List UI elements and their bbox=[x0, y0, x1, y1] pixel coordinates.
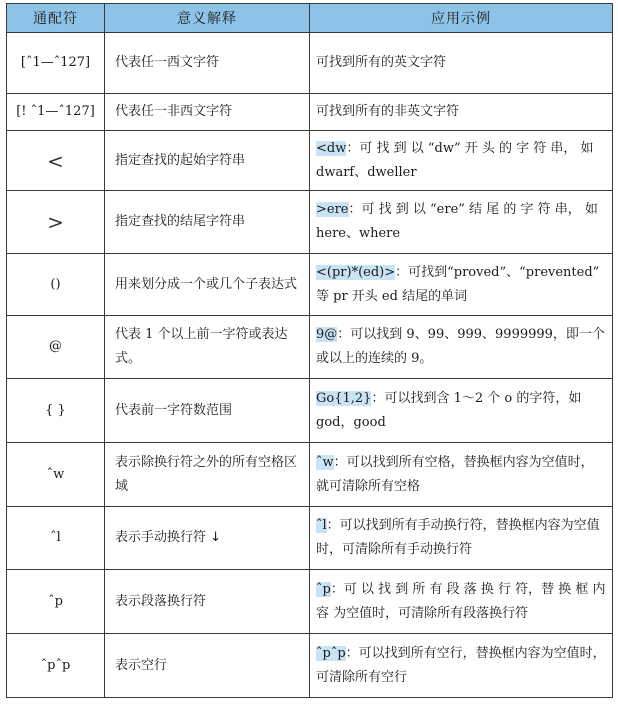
wildcard-example bbox=[310, 191, 613, 254]
example-highlight: <(pr)*(ed)> bbox=[316, 264, 396, 280]
table-row bbox=[7, 191, 613, 254]
example-highlight: 9@ bbox=[316, 327, 338, 342]
header-example: 应用示例 bbox=[310, 4, 613, 33]
wildcard-meaning bbox=[105, 507, 310, 570]
wildcard-example bbox=[310, 94, 613, 131]
wildcard-example bbox=[310, 570, 613, 634]
wildcard-symbol: ˆl bbox=[7, 507, 105, 570]
wildcard-symbol: ˆpˆp bbox=[7, 634, 105, 698]
example-text: 可找到所有的非英文字符 bbox=[316, 104, 460, 119]
example-text: ：可 找 到 以 “dw” 开 头 的 字 符 串， 如 dwarf、dweller bbox=[316, 140, 594, 180]
wildcard-meaning: 用来划分成一个或几个子表达式 bbox=[105, 254, 310, 316]
wildcard-meaning: 表示段落换行符 bbox=[105, 570, 310, 634]
example-text: ：可以找到含 1～2 个 o 的字符，如 god，good bbox=[316, 390, 582, 430]
wildcard-meaning: 代表任一非西文字符 bbox=[105, 94, 310, 131]
wildcard-example bbox=[310, 33, 613, 94]
example-text: ：可以找到所有空格，替换框内容为空值时，就可清除所有空格 bbox=[316, 454, 594, 494]
wildcard-symbol: > bbox=[7, 191, 105, 254]
table-row bbox=[7, 379, 613, 443]
wildcard-symbol: @ bbox=[7, 316, 105, 379]
wildcard-example bbox=[310, 634, 613, 698]
table-row bbox=[7, 94, 613, 131]
wildcard-example bbox=[310, 379, 613, 443]
wildcard-meaning: 表示空行 bbox=[105, 634, 310, 698]
header-wildcard: 通配符 bbox=[7, 4, 105, 33]
wildcard-symbol: [! ˆ1—ˆ127] bbox=[7, 94, 105, 131]
wildcard-meaning: 指定查找的起始字符串 bbox=[105, 131, 310, 191]
wildcard-example bbox=[310, 131, 613, 191]
table-row bbox=[7, 634, 613, 698]
wildcard-meaning: 代表前一字符数范围 bbox=[105, 379, 310, 443]
example-highlight: ˆp bbox=[316, 581, 331, 597]
example-highlight: <dw bbox=[316, 140, 347, 156]
example-highlight: Go{1,2} bbox=[316, 390, 372, 406]
table-row bbox=[7, 570, 613, 634]
wildcard-symbol: ˆp bbox=[7, 570, 105, 634]
header-meaning: 意义解释 bbox=[105, 4, 310, 33]
wildcard-table bbox=[6, 3, 613, 698]
wildcard-example bbox=[310, 507, 613, 570]
example-text: ：可以找到 9、99、999、9999999，即一个或以上的连续的 9。 bbox=[316, 327, 605, 366]
example-text: ：可以找到所有手动换行符，替换框内容为空值时，可清除所有手动换行符 bbox=[316, 518, 600, 557]
example-text: ：可 找 到 以 “ere” 结 尾 的 字 符 串， 如 here、where bbox=[316, 202, 598, 241]
wildcard-meaning: 代表 1 个以上前一字符或表达式。 bbox=[105, 316, 310, 379]
example-text: ：可找到“proved”、“prevented” 等 pr 开头 ed 结尾的单词 bbox=[316, 264, 600, 304]
example-text: ：可 以 找 到 所 有 段 落 换 行 符，替 换 框 内 容 为空值时，可清除所有段落换行符 bbox=[316, 581, 606, 621]
example-text: 可找到所有的英文字符 bbox=[316, 55, 447, 70]
table-row bbox=[7, 131, 613, 191]
example-highlight: ˆl bbox=[316, 518, 327, 533]
wildcard-example bbox=[310, 316, 613, 379]
example-highlight: ˆw bbox=[316, 454, 334, 470]
wildcard-meaning: 表示除换行符之外的所有空格区域 bbox=[105, 443, 310, 507]
wildcard-symbol: ˆw bbox=[7, 443, 105, 507]
table-row bbox=[7, 507, 613, 570]
table-row bbox=[7, 254, 613, 316]
meaning-text: 表示手动换行符 bbox=[115, 530, 207, 545]
wildcard-symbol: () bbox=[7, 254, 105, 316]
wildcard-symbol: { } bbox=[7, 379, 105, 443]
wildcard-example bbox=[310, 443, 613, 507]
wildcard-symbol: < bbox=[7, 131, 105, 191]
down-arrow-icon: ↓ bbox=[210, 530, 222, 545]
wildcard-meaning: 代表任一西文字符 bbox=[105, 33, 310, 94]
table-row bbox=[7, 33, 613, 94]
example-highlight: ˆpˆp bbox=[316, 645, 346, 661]
example-text: ：可以找到所有空行，替换框内容为空值时，可清除所有空行 bbox=[316, 645, 606, 685]
wildcard-example bbox=[310, 254, 613, 316]
table-header-row bbox=[7, 4, 613, 33]
table-row bbox=[7, 443, 613, 507]
table-row bbox=[7, 316, 613, 379]
wildcard-meaning: 指定查找的结尾字符串 bbox=[105, 191, 310, 254]
wildcard-symbol: [ˆ1—ˆ127] bbox=[7, 33, 105, 94]
example-highlight: >ere bbox=[316, 202, 349, 217]
